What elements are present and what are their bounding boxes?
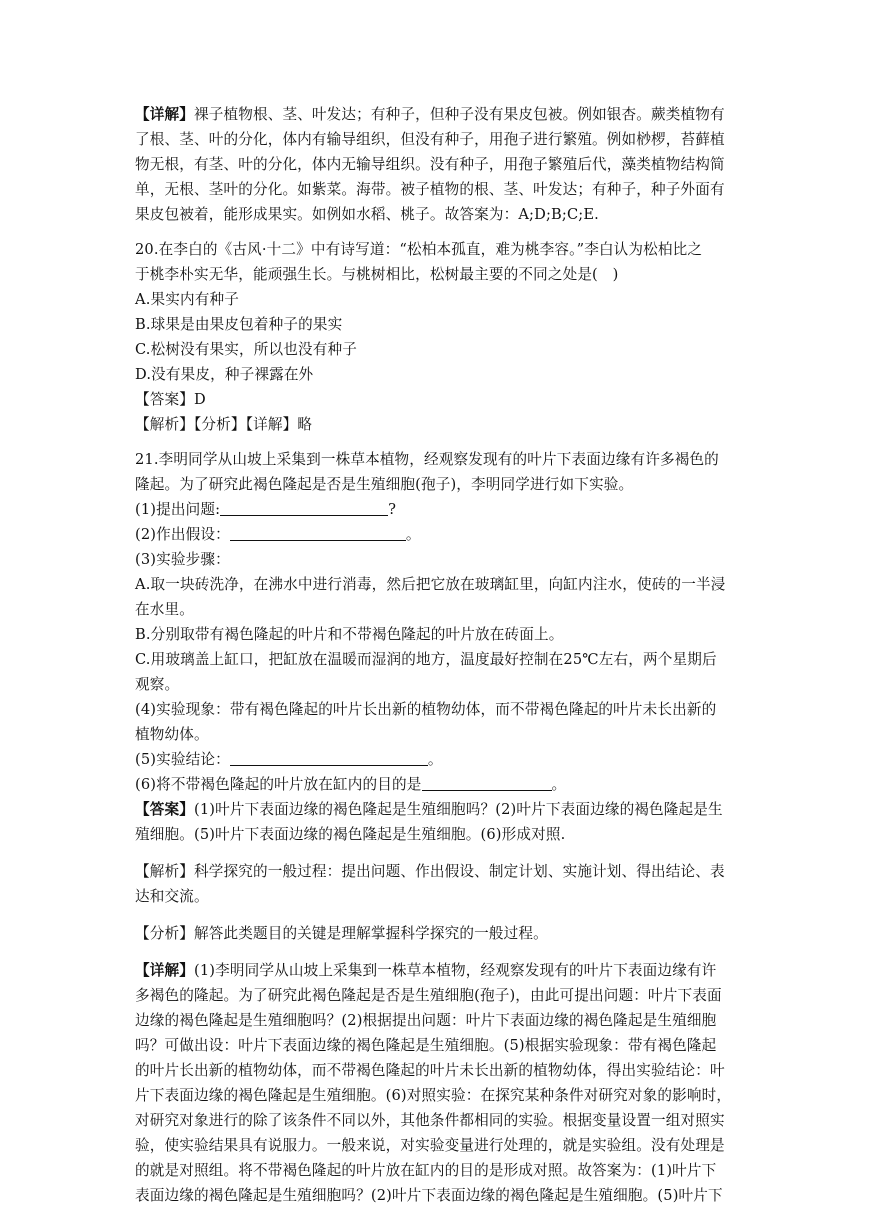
detail-tag: 【详解】 <box>135 962 194 979</box>
answer-blank-1 <box>220 501 388 516</box>
answer: 【答案】D <box>135 391 206 408</box>
step-c-line: C.用玻璃盖上缸口，把缸放在温暖而湿润的地方，温度最好控制在25℃左右，两个星期后 <box>135 651 717 668</box>
explanation-line: 达和交流。 <box>135 888 209 905</box>
sub-question-2: (2)作出假设： 。 <box>135 526 421 543</box>
sub-question-4-line: (4)实验现象：带有褐色隆起的叶片长出新的植物幼体，而不带褐色隆起的叶片未长出新的 <box>135 701 717 718</box>
detail-line: 验，使实验结果具有说服力。一般来说，对实验变量进行处理的，就是实验组。没有处理是 <box>135 1137 725 1154</box>
step-a-line: 在水里。 <box>135 601 194 618</box>
step-c-line: 观察。 <box>135 676 180 693</box>
text-line: 单，无根、茎叶的分化。如紫菜。海带。被子植物的根、茎、叶发达；有种子，种子外面有 <box>135 181 725 198</box>
text-line: 裸子植物根、茎、叶发达；有种子，但种子没有果皮包被。例如银杏。蕨类植物有 <box>193 106 725 123</box>
detail-line: 对研究对象进行的除了该条件不同以外，其他条件都相同的实验。根据变量设置一组对照实 <box>135 1112 725 1129</box>
text-line: 物无根，有茎、叶的分化，体内无输导组织。没有种子，用孢子繁殖后代，藻类植物结构简 <box>135 156 725 173</box>
detail-line: 的叶片长出新的植物幼体，而不带褐色隆起的叶片未长出新的植物幼体，得出实验结论：叶 <box>135 1062 725 1079</box>
option-b: B.球果是由果皮包着种子的果实 <box>135 316 343 333</box>
text-line: 果皮包被着，能形成果实。如例如水稻、桃子。故答案为：A;D;B;C;E. <box>135 206 599 223</box>
answer-blank-6 <box>422 776 552 791</box>
detail-line: 多褐色的隆起。为了研究此褐色隆起是否是生殖细胞(孢子)，由此可提出问题：叶片下表面 <box>135 987 722 1004</box>
question-stem-line: 20.在李白的《古风·十二》中有诗写道：“松柏本孤直，难为桃李容。”李白认为松柏比之 <box>135 241 703 258</box>
sub-question-4-line: 植物幼体。 <box>135 726 209 743</box>
detail-line: 的就是对照组。将不带褐色隆起的叶片放在缸内的目的是形成对照。故答案为：(1)叶片下 <box>135 1162 717 1179</box>
question-20 <box>135 237 733 437</box>
sub-question-6: (6)将不带褐色隆起的叶片放在缸内的目的是 。 <box>135 776 567 793</box>
answer-blank-5 <box>230 751 428 766</box>
question-stem-line: 21.李明同学从山坡上采集到一株草本植物，经观察发现有的叶片下表面边缘有许多褐色的 <box>135 451 719 468</box>
answer-blank-2 <box>230 526 406 541</box>
answer-line: 殖细胞。(5)叶片下表面边缘的褐色隆起是生殖细胞。(6)形成对照. <box>135 826 566 843</box>
detail-line: 吗？可做出设：叶片下表面边缘的褐色隆起是生殖细胞。(5)根据实验现象：带有褐色隆起 <box>135 1037 717 1054</box>
question-stem-line: 于桃李朴实无华，能顽强生长。与桃树相比，松树最主要的不同之处是( ) <box>135 266 619 283</box>
sub-question-5: (5)实验结论： 。 <box>135 751 443 768</box>
sub-question-3: (3)实验步骤： <box>135 551 230 568</box>
detail-line: 表面边缘的褐色隆起是生殖细胞吗？(2)叶片下表面边缘的褐色隆起是生殖细胞。(5)叶片下 <box>135 1187 723 1204</box>
answer-line: 【答案】(1)叶片下表面边缘的褐色隆起是生殖细胞吗？(2)叶片下表面边缘的褐色隆起是生 <box>135 801 723 818</box>
option-c: C.松树没有果实，所以也没有种子 <box>135 341 357 358</box>
detail <box>135 958 733 1208</box>
detail-line: 【详解】(1)李明同学从山坡上采集到一株草本植物，经观察发现有的叶片下表面边缘有许 <box>135 962 717 979</box>
detail-line: 片下表面边缘的褐色隆起是生殖细胞。(6)对照实验：在探究某种条件对研究对象的影响时， <box>135 1087 732 1104</box>
explanation <box>135 859 733 909</box>
step-a-line: A.取一块砖洗净，在沸水中进行消毒，然后把它放在玻璃缸里，向缸内注水，使砖的一半浸 <box>135 576 726 593</box>
analysis: 【解析】【分析】【详解】略 <box>135 416 313 433</box>
explanation-line: 【解析】科学探究的一般过程：提出问题、作出假设、制定计划、实施计划、得出结论、表 <box>135 863 725 880</box>
question-21 <box>135 447 733 1208</box>
option-d: D.没有果皮，种子裸露在外 <box>135 366 314 383</box>
answer-tag: 【答案】 <box>135 801 194 818</box>
page-content <box>135 102 733 1208</box>
question-stem-line: 隆起。为了研究此褐色隆起是否是生殖细胞(孢子)，李明同学进行如下实验。 <box>135 476 634 493</box>
step-b: B.分别取带有褐色隆起的叶片和不带褐色隆起的叶片放在砖面上。 <box>135 626 564 643</box>
option-a: A.果实内有种子 <box>135 291 239 308</box>
sub-question-1: (1)提出问题: ? <box>135 501 397 518</box>
analysis <box>135 921 733 946</box>
text-line: 了根、茎、叶的分化，体内有输导组织，但没有种子，用孢子进行繁殖。例如桫椤，苔藓植 <box>135 131 725 148</box>
detail-line: 边缘的褐色隆起是生殖细胞吗？(2)根据提出问题：叶片下表面边缘的褐色隆起是生殖细胞 <box>135 1012 717 1029</box>
analysis-line: 【分析】解答此类题目的关键是理解掌握科学探究的一般过程。 <box>135 925 548 942</box>
q19-detail <box>135 102 733 227</box>
detail-tag: 【详解】 <box>135 106 194 123</box>
